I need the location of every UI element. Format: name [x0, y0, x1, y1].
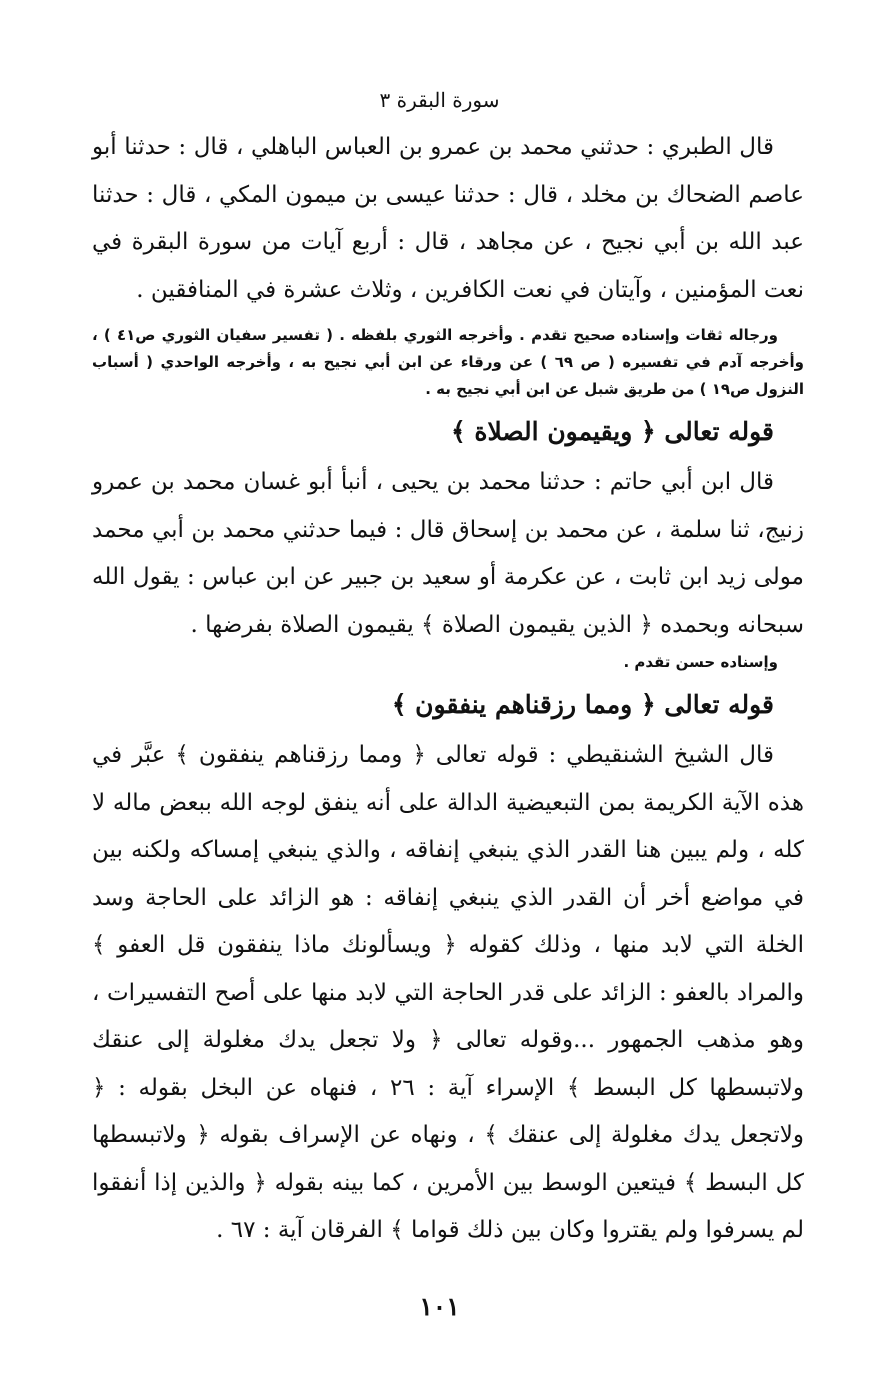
paragraph-shinqiti: قال الشيخ الشنقيطي : قوله تعالى ﴿ ومما رزقناهم ينفقون ﴾ عبَّر في هذه الآية الكريمة بمن التبعيضية الدالة على أنه ينفق لوجه الله ببعض ماله لا كله ، ولم يبين هنا القدر الذي ينبغي إنفاقه ، والذي ينبغي إمساكه ولكنه بين في مواضع أخر أن القدر الذي ينبغي إنفاقه : هو الزائد على الحاجة وسد الخلة التي لابد منها ، وذلك كقوله ﴿ ويسألونك ماذا ينفقون قل العفو ﴾ والمراد بالعفو : الزائد على قدر الحاجة التي لابد منها على أصح التفسيرات ، وهو مذهب الجمهور ...وقوله تعالى ﴿ ولا تجعل يدك مغلولة إلى عنقك ولاتبسطها كل البسط ﴾ الإسراء آية : ٢٦ ، فنهاه عن البخل بقوله : ﴿ ولاتجعل يدك مغلولة إلى عنقك ﴾ ، ونهاه عن الإسراف بقوله ﴿ ولاتبسطها كل البسط ﴾ فيتعين الوسط بين الأمرين ، كما بينه بقوله ﴿ والذين إذا أنفقوا لم يسرفوا ولم يقتروا وكان بين ذلك قواما ﴾ الفرقان آية : ٦٧ . [92, 742, 804, 1243]
page-number: ١٠١ [419, 1292, 460, 1321]
page-body [92, 124, 804, 1255]
running-header: سورة البقرة ٣ [379, 88, 500, 112]
section-heading-prayer: قوله تعالى ﴿ ويقيمون الصلاة ﴾ [451, 417, 774, 446]
section-heading-spending: قوله تعالى ﴿ ومما رزقناهم ينفقون ﴾ [391, 690, 774, 719]
footnote-tabari: ورجاله ثقات وإسناده صحيح تقدم . وأخرجه الثوري بلفظه . ( تفسير سفيان الثوري ص٤١ ) ، وأخرجه آدم في تفسيره ( ص ٦٩ ) عن ورقاء عن ابن أبي نجيح به ، وأخرجه الواحدي ( أسباب النزول ص١٩ ) من طريق شبل عن ابن أبي نجيح به . [92, 326, 804, 398]
paragraph-tabari: قال الطبري : حدثني محمد بن عمرو بن العباس الباهلي ، قال : حدثنا أبو عاصم الضحاك بن مخلد ، قال : حدثنا عيسى بن ميمون المكي ، قال : حدثنا عبد الله بن أبي نجيح ، عن مجاهد ، قال : أربع آيات من سورة البقرة في نعت المؤمنين ، وآيتان في نعت الكافرين ، وثلاث عشرة في المنافقين . [92, 134, 804, 303]
footnote-ibn-abi-hatim: وإسناده حسن تقدم . [623, 653, 778, 671]
paragraph-ibn-abi-hatim: قال ابن أبي حاتم : حدثنا محمد بن يحيى ، أنبأ أبو غسان محمد بن عمرو زنيج، ثنا سلمة ، عن محمد بن إسحاق قال : فيما حدثني محمد بن أبي محمد مولى زيد ابن ثابت ، عن عكرمة أو سعيد بن جبير عن ابن عباس : يقول الله سبحانه وبحمده ﴿ الذين يقيمون الصلاة ﴾ يقيمون الصلاة بفرضها . [92, 469, 804, 638]
